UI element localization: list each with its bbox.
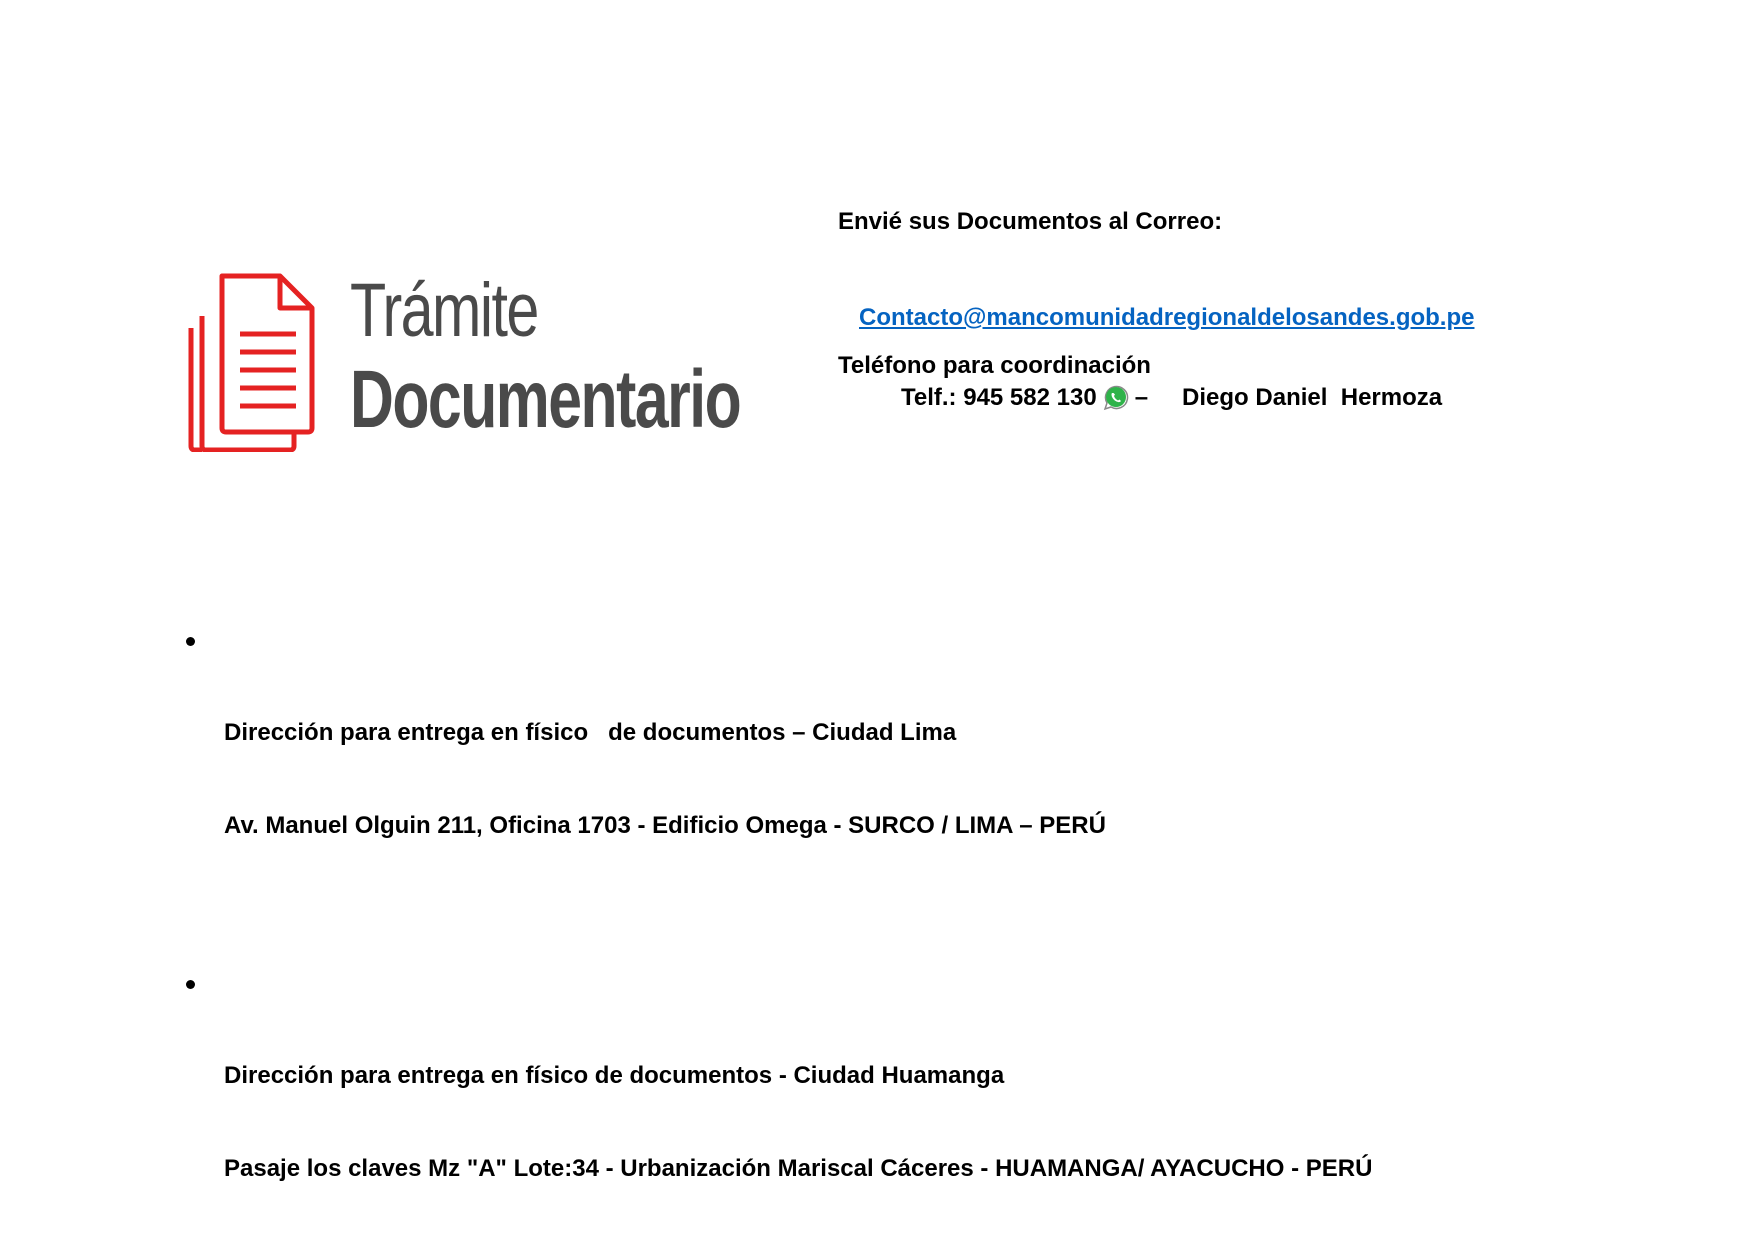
phone-line	[901, 382, 1442, 414]
address-text: Av. Manuel Olguin 211, Oficina 1703 - Edificio Omega - SURCO / LIMA – PERÚ	[224, 812, 1106, 839]
logo-text-tramite: Trámite	[350, 268, 538, 353]
phone-separator: –	[1134, 384, 1149, 411]
address-title: Dirección para entrega en físico de documentos - Ciudad Huamanga	[224, 1062, 1005, 1089]
address-title: Dirección para entrega en físico de documentos – Ciudad Lima	[224, 719, 957, 746]
contact-name: Diego Daniel Hermoza	[1182, 384, 1443, 411]
phone-label: Teléfono para coordinación	[838, 352, 1151, 379]
bullet-icon	[186, 637, 195, 646]
email-link[interactable]: Contacto@mancomunidadregionaldelosandes.gob.pe	[859, 304, 1475, 331]
address-item-huamanga	[186, 967, 1372, 1246]
document-stack-icon	[188, 272, 316, 452]
email-label: Envié sus Documentos al Correo:	[838, 208, 1223, 235]
whatsapp-icon	[1101, 384, 1129, 412]
address-item-lima	[186, 624, 1372, 903]
address-list	[186, 624, 1372, 1246]
phone-number: Telf.: 945 582 130	[901, 384, 1097, 411]
logo-text-documentario: Documentario	[350, 354, 741, 445]
tramite-documentario-logo	[188, 268, 768, 454]
bullet-icon	[186, 980, 195, 989]
address-text: Pasaje los claves Mz "A" Lote:34 - Urbanización Mariscal Cáceres - HUAMANGA/ AYACUCHO - PERÚ	[224, 1155, 1373, 1182]
